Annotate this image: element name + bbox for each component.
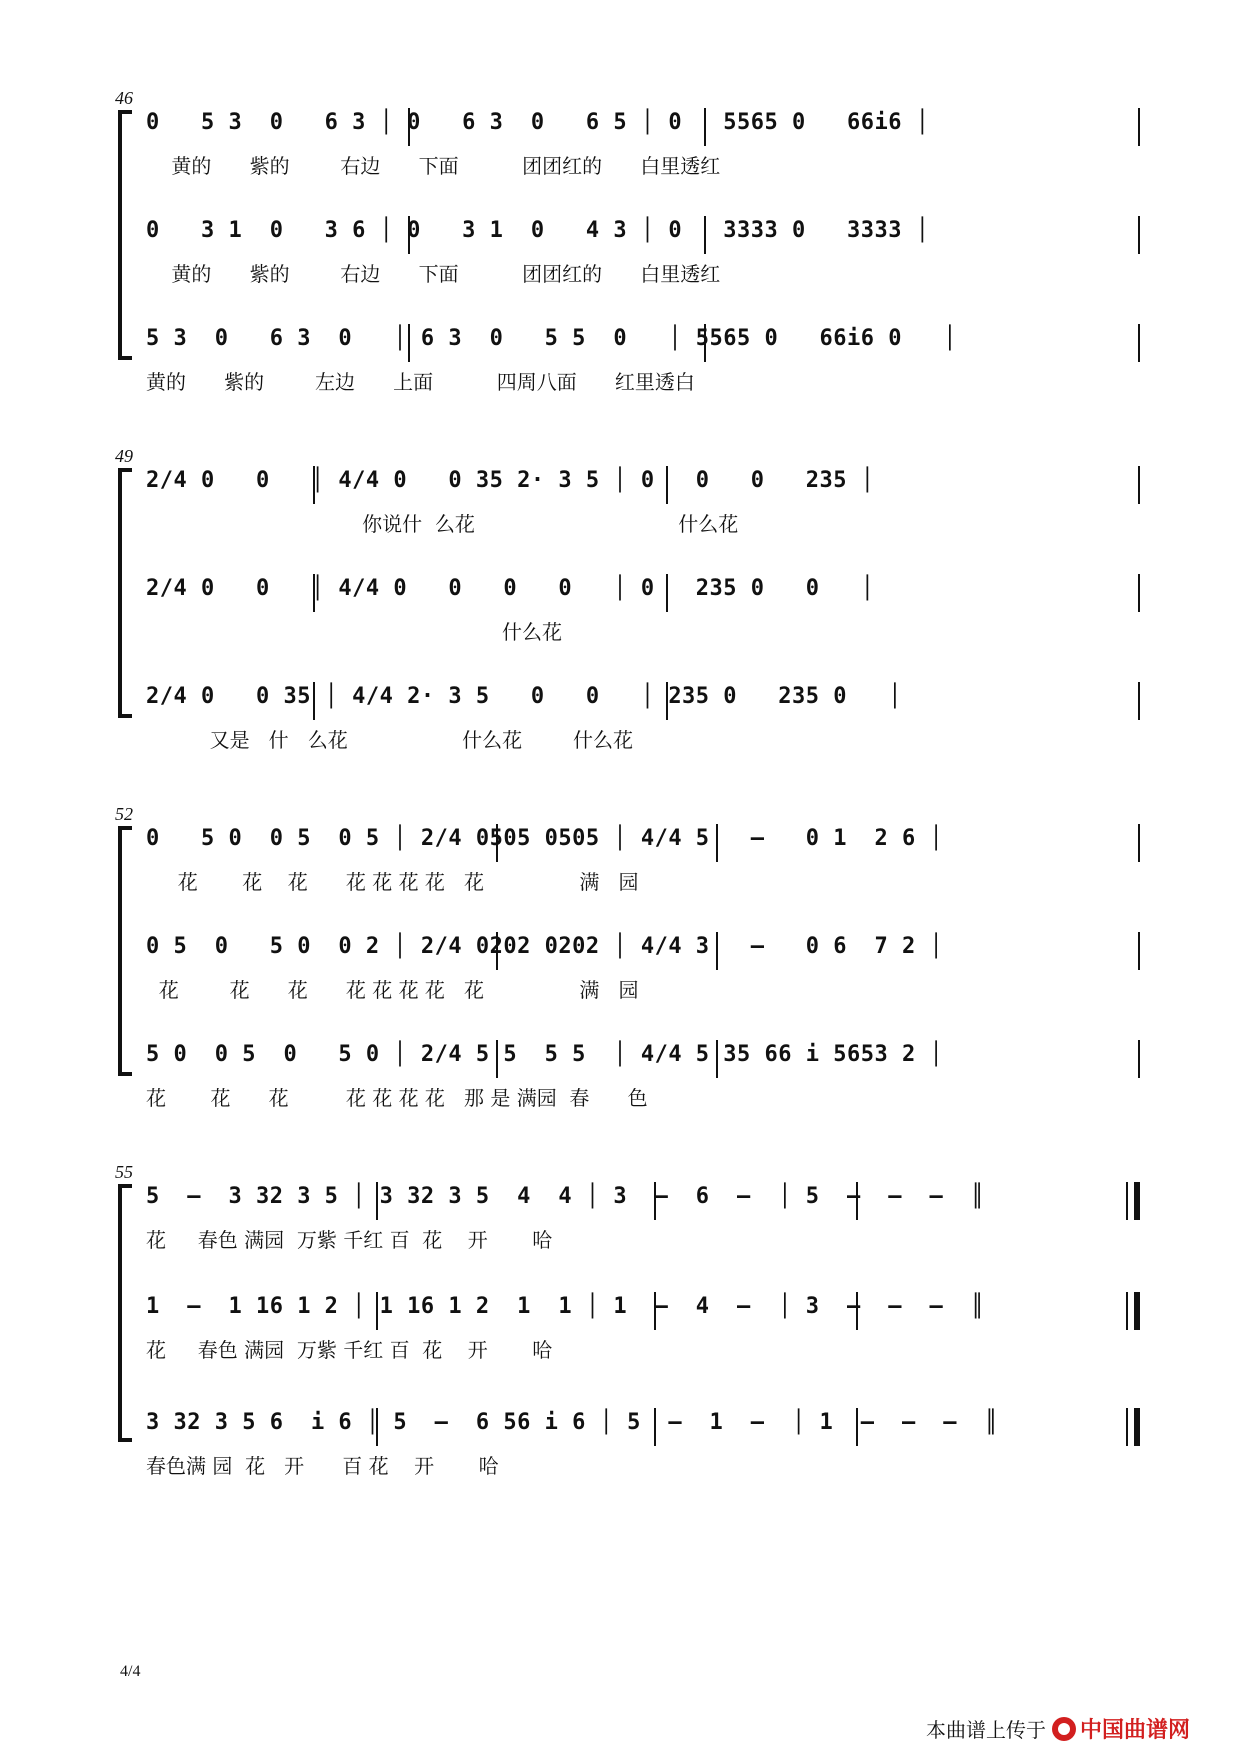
staff-row-alto <box>146 576 1146 644</box>
lyrics-line: 花 花 花 花 花 花 花 花 满 园 <box>146 978 639 1002</box>
staff-row-bass <box>146 326 1146 394</box>
lyrics-line: 什么花 <box>146 620 563 644</box>
note-sequence: 0 5 0 5 0 0 2 │ 2/4 0202 0202 │ 4/4 3 – 0 6 7 2 │ <box>146 934 944 959</box>
logo-mark-icon <box>1052 1717 1076 1741</box>
footer-text: 本曲谱上传于 <box>925 1718 1046 1742</box>
system-3 <box>115 804 1144 1110</box>
system-4 <box>115 1162 1144 1478</box>
lyrics-line: 花 春色 满园 万紫 千红 百 花 开 哈 <box>146 1228 553 1252</box>
measure-number: 52 <box>115 804 133 824</box>
note-sequence: 5 – 3 32 3 5 │ 3 32 3 5 4 4 │ 3 – 6 – │ 5 – – – ║ <box>146 1184 985 1209</box>
brace-bottom <box>118 1438 132 1442</box>
system-brace <box>118 1184 122 1442</box>
lyrics-line: 你说什 么花 什么花 <box>146 512 739 536</box>
note-sequence: 2/4 0 0 │ 4/4 0 0 35 2· 3 5 │ 0 0 0 235 │ <box>146 468 875 493</box>
note-sequence: 0 5 0 0 5 0 5 │ 2/4 0505 0505 │ 4/4 5 – 0 1 2 6 │ <box>146 826 944 851</box>
staff-row-alto <box>146 934 1146 1002</box>
brace-bottom <box>118 356 132 360</box>
staff-row-soprano <box>146 826 1146 894</box>
lyrics-line: 又是 什 么花 什么花 什么花 <box>146 728 634 752</box>
note-sequence: 2/4 0 0 35 │ 4/4 2· 3 5 0 0 │ 235 0 235 0 │ <box>146 684 902 709</box>
lyrics-line: 黄的 紫的 右边 下面 团团红的 白里透红 <box>146 262 721 286</box>
footer <box>926 1713 1190 1744</box>
brace-bottom <box>118 1072 132 1076</box>
note-sequence: 0 5 3 0 6 3 │ 0 6 3 0 6 5 │ 0 5565 0 66i6 │ <box>146 110 930 135</box>
staff-row-bass <box>146 1410 1146 1478</box>
measure-number: 49 <box>115 446 133 466</box>
staff-row-bass <box>146 1042 1146 1110</box>
site-logo[interactable] <box>1052 1713 1190 1744</box>
logo-text: 中国曲谱网 <box>1079 1718 1190 1743</box>
measure-number: 46 <box>115 88 133 108</box>
lyrics-line: 黄的 紫的 左边 上面 四周八面 红里透白 <box>146 370 695 394</box>
staff-row-alto <box>146 218 1146 286</box>
staff-row-soprano <box>146 468 1146 536</box>
staff-row-alto <box>146 1294 1146 1362</box>
lyrics-line: 花 花 花 花 花 花 花 花 满 园 <box>146 870 639 894</box>
system-1 <box>115 88 1144 394</box>
staff-row-soprano <box>146 110 1146 178</box>
page-number: 4/4 <box>120 1663 141 1680</box>
note-sequence: 2/4 0 0 │ 4/4 0 0 0 0 │ 0 235 0 0 │ <box>146 576 875 601</box>
note-sequence: 5 0 0 5 0 5 0 │ 2/4 5 5 5 5 │ 4/4 5 35 66 i 5653 2 │ <box>146 1042 944 1067</box>
lyrics-line: 春色满 园 花 开 百 花 开 哈 <box>146 1454 499 1478</box>
system-brace <box>118 826 122 1076</box>
note-sequence: 0 3 1 0 3 6 │ 0 3 1 0 4 3 │ 0 3333 0 3333 │ <box>146 218 930 243</box>
lyrics-line: 花 花 花 花 花 花 花 那 是 满园 春 色 <box>146 1086 648 1110</box>
note-sequence: 3 32 3 5 6 i 6 │ 5 – 6 56 i 6 │ 5 – 1 – │ 1 – – – ║ <box>146 1410 999 1435</box>
brace-bottom <box>118 714 132 718</box>
note-sequence: 1 – 1 16 1 2 │ 1 16 1 2 1 1 │ 1 – 4 – │ 3 – – – ║ <box>146 1294 985 1319</box>
lyrics-line: 黄的 紫的 右边 下面 团团红的 白里透红 <box>146 154 721 178</box>
staff-row-bass <box>146 684 1146 752</box>
system-brace <box>118 110 122 360</box>
note-sequence: 5 3 0 6 3 0 │ 6 3 0 5 5 0 │ 5565 0 66i6 0 │ <box>146 326 957 351</box>
system-brace <box>118 468 122 718</box>
lyrics-line: 花 春色 满园 万紫 千红 百 花 开 哈 <box>146 1338 553 1362</box>
measure-number: 55 <box>115 1162 133 1182</box>
system-2 <box>115 446 1144 752</box>
staff-row-soprano <box>146 1184 1146 1252</box>
